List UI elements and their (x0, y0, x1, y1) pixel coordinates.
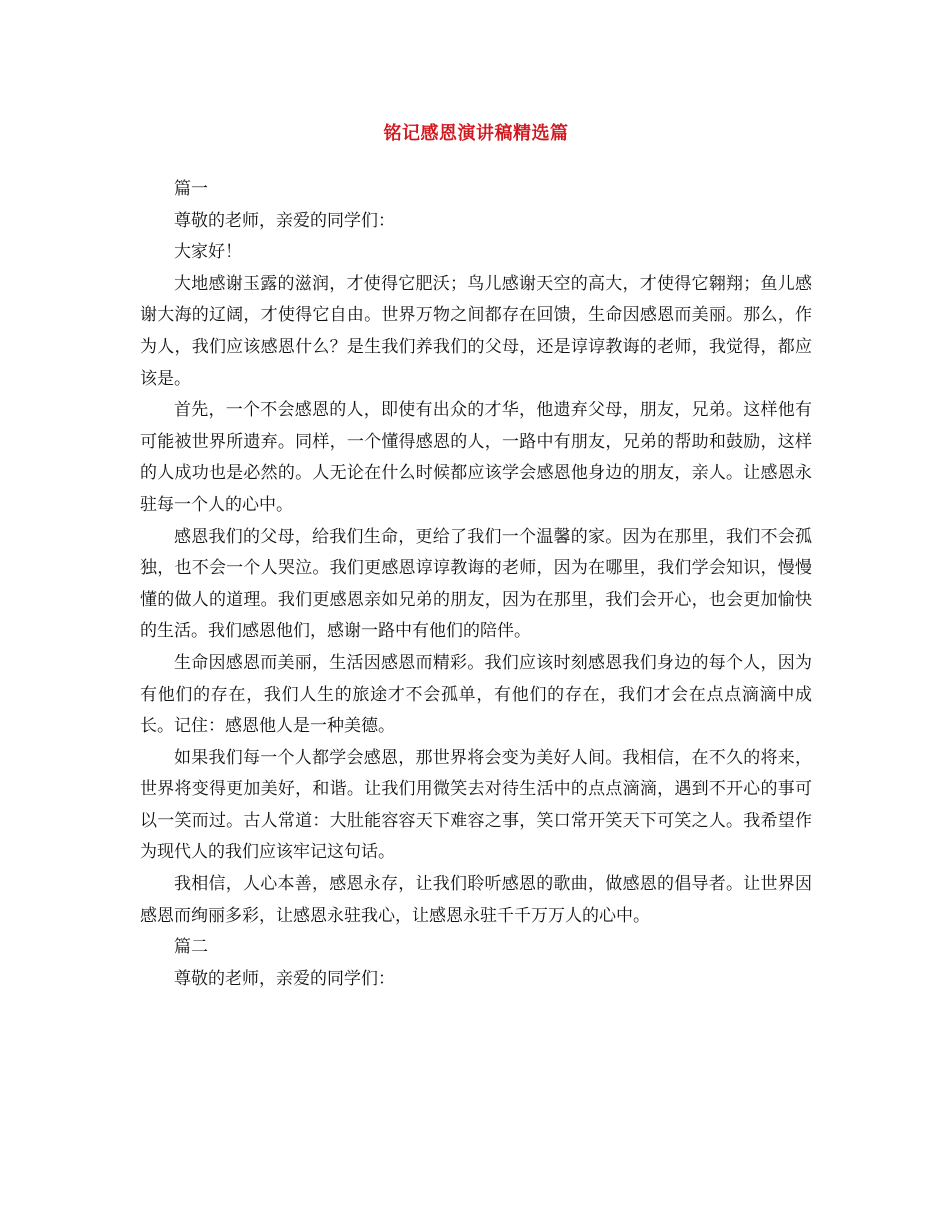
paragraph-salutation: 尊敬的老师，亲爱的同学们： (174, 968, 395, 989)
paragraph-body: 如果我们每一个人都学会感恩，那世界将会变为美好人间。我相信，在不久的将来，世界将变得更加美好，和谐。让我们用微笑去对待生活中的点点滴滴，遇到不开心的事可以一笑而过。古人常道：大肚能容容天下难容之事，笑口常开笑天下可笑之人。我希望作为现代人的我们应该牢记这句话。 (140, 747, 812, 863)
document-body (140, 174, 812, 995)
paragraph-body: 首先，一个不会感恩的人，即使有出众的才华，他遗弃父母，朋友，兄弟。这样他有可能被世界所遗弃。同样，一个懂得感恩的人，一路中有朋友，兄弟的帮助和鼓励，这样的人成功也是必然的。人无论在什么时候都应该学会感恩他身边的朋友，亲人。让感恩永驻每一个人的心中。 (140, 400, 812, 515)
paragraph-section-label: 篇一 (174, 179, 208, 199)
paragraph-salutation: 尊敬的老师，亲爱的同学们： (174, 210, 395, 231)
paragraph-body: 大地感谢玉露的滋润，才使得它肥沃；鸟儿感谢天空的高大，才使得它翱翔；鱼儿感谢大海的辽阔，才使得它自由。世界万物之间都存在回馈，生命因感恩而美丽。那么，作为人，我们应该感恩什么？是生我们养我们的父母，还是谆谆教诲的老师，我觉得，都应该是。 (140, 273, 812, 389)
paragraph-body: 生命因感恩而美丽，生活因感恩而精彩。我们应该时刻感恩我们身边的每个人，因为有他们的存在，我们人生的旅途才不会孤单，有他们的存在，我们才会在点点滴滴中成长。记住：感恩他人是一种美德。 (140, 652, 812, 737)
document-page (140, 118, 812, 995)
document-title: 铭记感恩演讲稿精选篇 (383, 123, 569, 144)
paragraph-section-label: 篇二 (174, 937, 208, 958)
paragraph-body: 我相信，人心本善，感恩永存，让我们聆听感恩的歌曲，做感恩的倡导者。让世界因感恩而绚丽多彩，让感恩永驻我心，让感恩永驻千千万万人的心中。 (140, 874, 812, 926)
paragraph-body: 感恩我们的父母，给我们生命，更给了我们一个温馨的家。因为在那里，我们不会孤独，也不会一个人哭泣。我们更感恩谆谆教诲的老师，因为在哪里，我们学会知识，慢慢懂的做人的道理。我们更感恩亲如兄弟的朋友，因为在那里，我们会开心，也会更加愉快的生活。我们感恩他们，感谢一路中有他们的陪伴。 (140, 526, 812, 642)
paragraph-greeting: 大家好！ (174, 242, 242, 263)
